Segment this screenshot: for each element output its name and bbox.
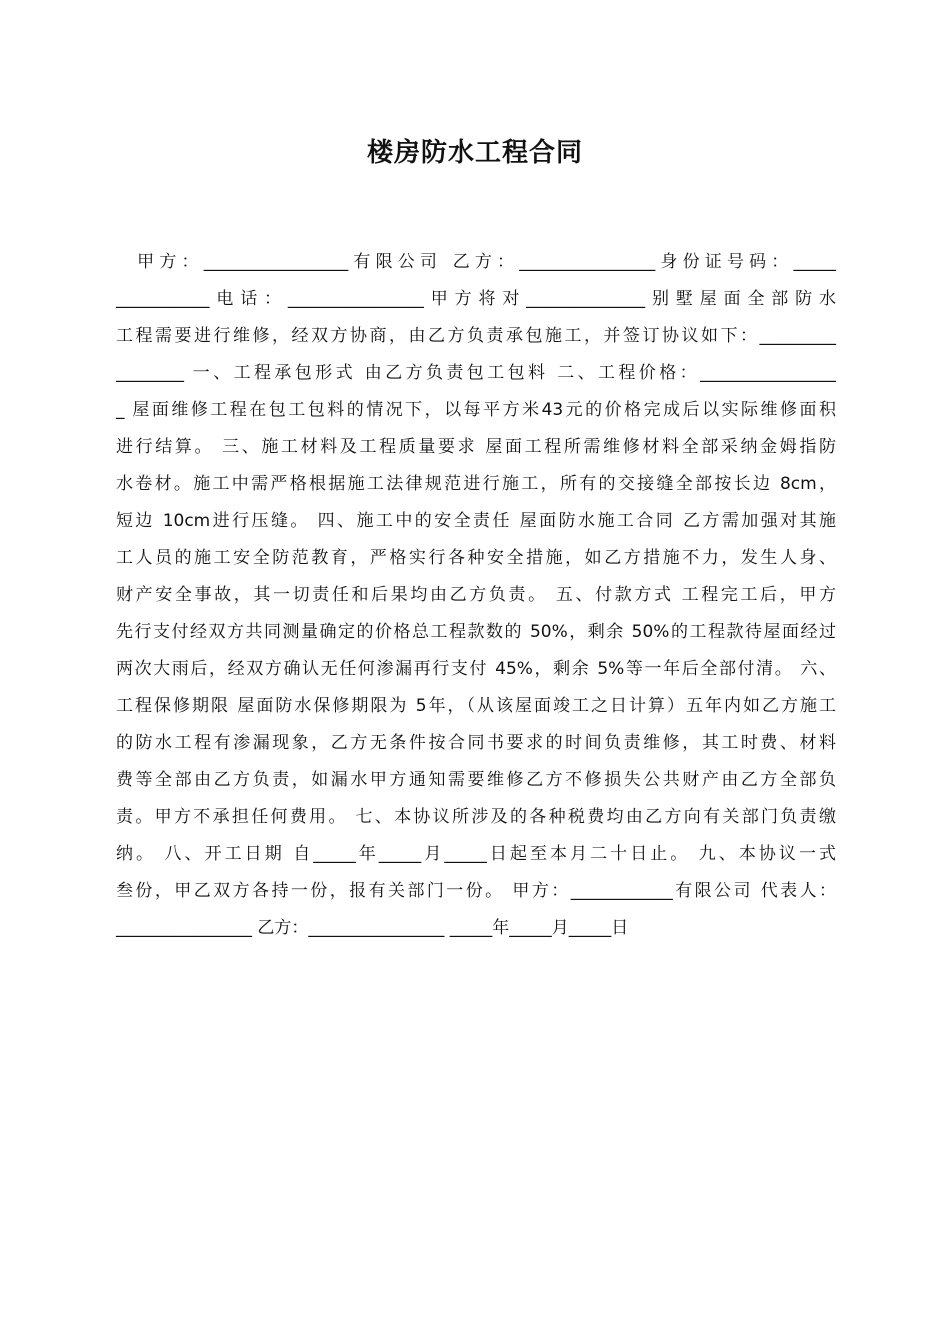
body-line: 财产安全事故，其一切责任和后果均由乙方负责。 五、付款方式 工程完工后，甲方 — [116, 585, 836, 605]
body-line: 责。甲方不承担任何费用。 七、本协议所涉及的各种税费均由乙方向有关部门负责缴 — [116, 807, 836, 827]
body-line: 叁份，甲乙双方各持一份，报有关部门一份。 甲方：____________有限公司 代表人： — [116, 881, 836, 901]
body-line: 费等全部由乙方负责，如漏水甲方通知需要维修乙方不修损失公共财产由乙方全部负 — [116, 770, 836, 790]
body-line: 工程保修期限 屋面防水保修期限为 5年，（从该屋面竣工之日计算）五年内如乙方施工 — [116, 696, 836, 716]
document-title: 楼房防水工程合同 — [366, 138, 583, 168]
body-line: 工人员的施工安全防范教育，严格实行各种安全措施，如乙方措施不力，发生人身、 — [116, 548, 836, 568]
body-line: 甲方：_________________有限公司 乙方：________________身份证号码：_____ — [116, 252, 836, 272]
body-line: 水卷材。施工中需严格根据施工法律规范进行施工，所有的交接缝全部按长边 8cm， — [116, 474, 836, 494]
body-line: 的防水工程有渗漏现象，乙方无条件按合同书要求的时间负责维修，其工时费、材料 — [116, 733, 836, 753]
body-line: 短边 10cm进行压缝。 四、施工中的安全责任 屋面防水施工合同 乙方需加强对其施 — [116, 511, 836, 531]
contract-body — [116, 244, 836, 947]
body-line: 先行支付经双方共同测量确定的价格总工程款数的 50%，剩余 50%的工程款待屋面经过 — [116, 622, 836, 642]
body-line: 工程需要进行维修，经双方协商，由乙方负责承包施工，并签订协议如下：_________ — [116, 326, 836, 346]
body-line: ________________ 乙方：________________ _____年_____月_____日 — [116, 918, 629, 938]
body-line: 两次大雨后，经双方确认无任何渗漏再行支付 45%，剩余 5%等一年后全部付清。 六、 — [116, 659, 836, 679]
body-line: _ 屋面维修工程在包工包料的情况下，以每平方米43元的价格完成后以实际维修面积 — [116, 400, 836, 420]
body-line: ___________电话：________________甲方将对______________别墅屋面全部防水 — [116, 289, 836, 309]
body-line: 纳。 八、开工日期 自_____年_____月_____日起至本月二十日止。 九、本协议一式 — [116, 844, 836, 864]
body-line: ________ 一、工程承包形式 由乙方负责包工包料 二、工程价格：________________ — [116, 363, 836, 383]
body-line: 进行结算。 三、施工材料及工程质量要求 屋面工程所需维修材料全部采纳金姆指防 — [116, 437, 836, 457]
